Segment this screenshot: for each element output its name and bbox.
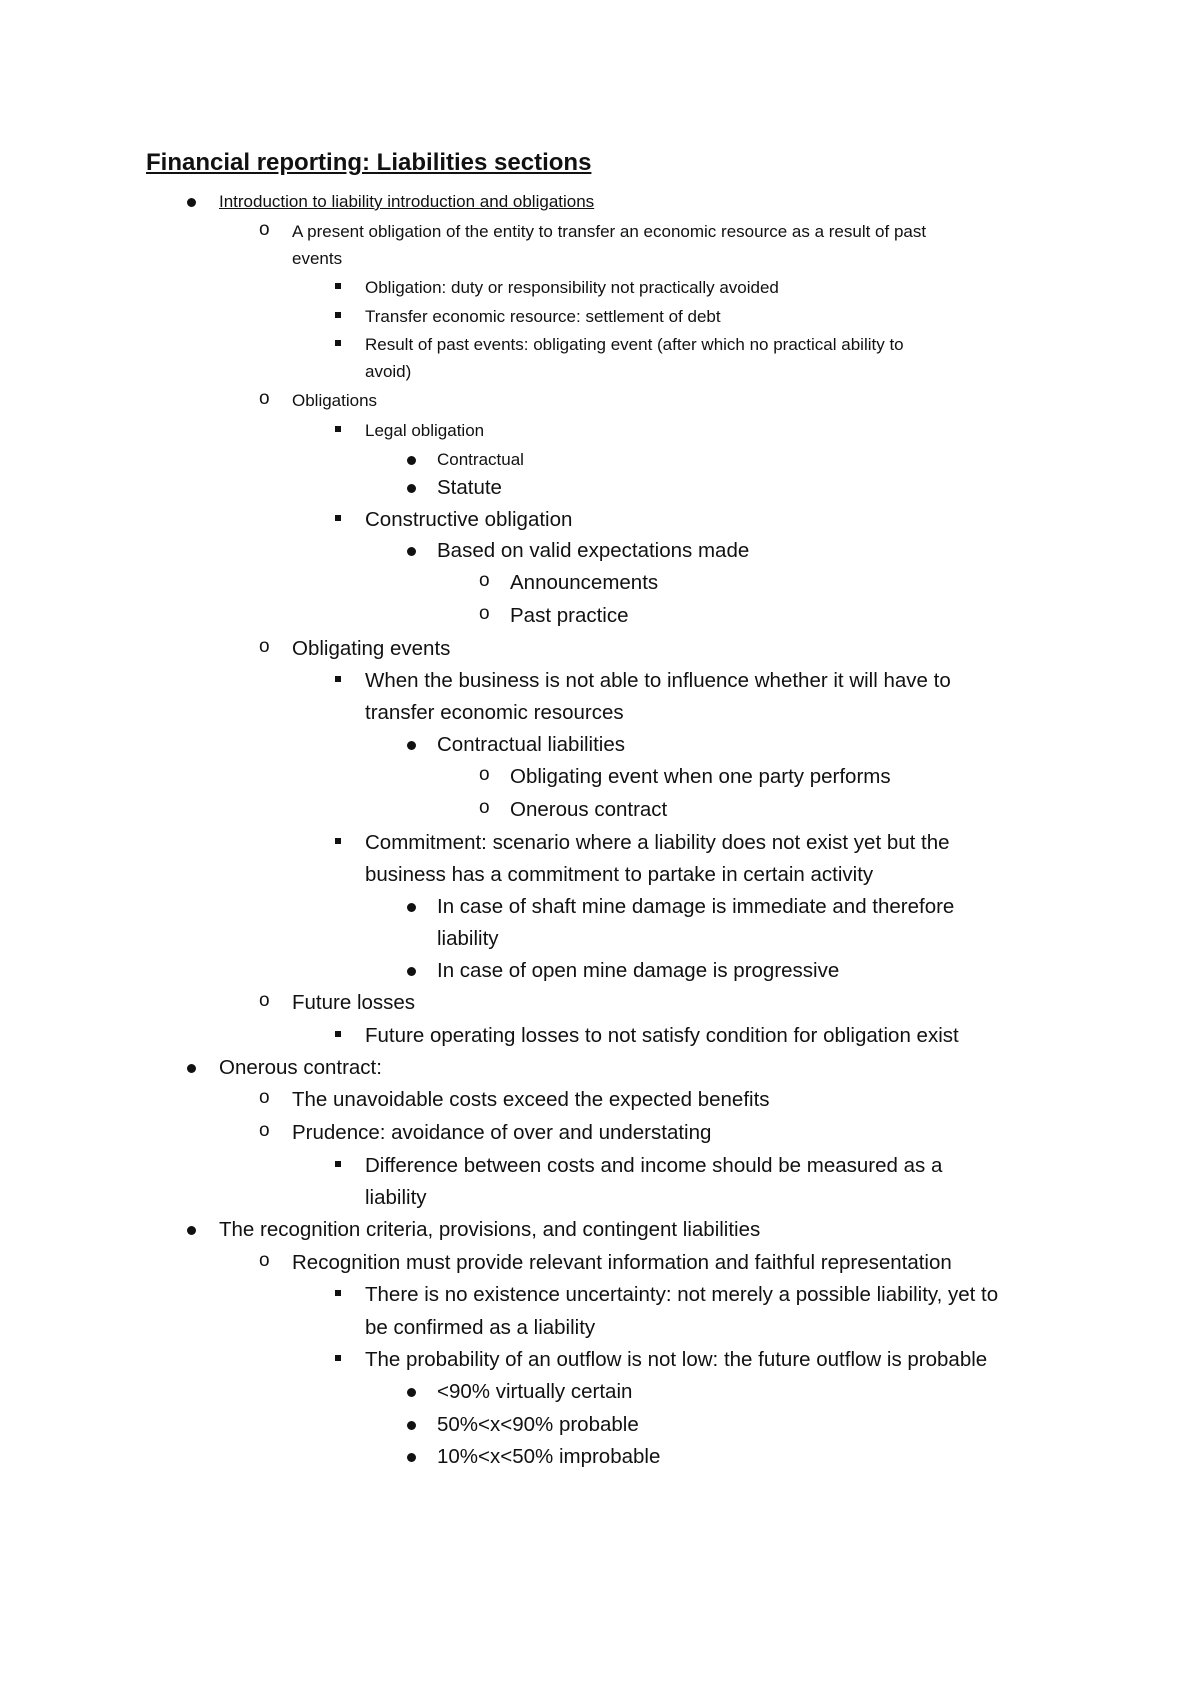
bullet-dot-icon [407,1388,416,1397]
bullet-dot-icon [407,456,416,465]
outline-item-i29: Recognition must provide relevant information and faithful representation [292,1251,952,1274]
bullet-square-icon [335,1031,341,1037]
bullet-dot-icon [407,903,416,912]
outline-item-i06: Obligations [292,391,378,410]
bullet-circle-icon: o [259,1120,270,1141]
bullet-dot-icon [407,484,416,493]
outline-item-i14: Obligating events [292,637,451,660]
outline-item-i09: Statute [437,476,502,499]
bullet-circle-icon: o [479,797,490,818]
bullet-square-icon [335,426,341,432]
outline-item-i27: Difference between costs and income should be measured as a [365,1154,943,1177]
bullet-dot-icon [407,1453,416,1462]
outline-item-i23: Future operating losses to not satisfy condition for obligation exist [365,1024,959,1047]
bullet-circle-icon: o [259,219,270,240]
outline-item-i30b: be confirmed as a liability [365,1316,596,1339]
outline-item-i22: Future losses [292,991,416,1014]
bullet-dot-icon [407,1421,416,1430]
outline-item-i05: Result of past events: obligating event (after which no practical ability to [365,335,904,354]
bullet-dot-icon [187,198,196,207]
outline-item-i04: Transfer economic resource: settlement of debt [365,307,721,326]
bullet-dot-icon [187,1226,196,1235]
outline-item-i19b: business has a commitment to partake in certain activity [365,863,874,886]
bullet-square-icon [335,515,341,521]
outline-item-i12: Announcements [510,571,659,594]
outline-item-i03: Obligation: duty or responsibility not practically avoided [365,278,779,297]
outline-item-i05b: avoid) [365,362,412,381]
bullet-circle-icon: o [259,388,270,409]
bullet-circle-icon: o [479,764,490,785]
bullet-circle-icon: o [259,1087,270,1108]
outline-item-i24: Onerous contract: [219,1056,382,1079]
outline-item-i02b: events [292,249,343,268]
bullet-square-icon [335,283,341,289]
bullet-square-icon [335,1355,341,1361]
outline-item-i27b: liability [365,1186,427,1209]
bullet-circle-icon: o [479,570,490,591]
bullet-dot-icon [407,741,416,750]
bullet-square-icon [335,676,341,682]
outline-item-i15b: transfer economic resources [365,701,624,724]
outline-item-i08: Contractual [437,450,524,469]
outline-item-i28: The recognition criteria, provisions, and contingent liabilities [219,1218,761,1241]
outline-item-i11: Based on valid expectations made [437,539,750,562]
bullet-circle-icon: o [259,990,270,1011]
bullet-circle-icon: o [479,603,490,624]
outline-item-i18: Onerous contract [510,798,668,821]
outline-item-i17: Obligating event when one party performs [510,765,891,788]
document-title: Financial reporting: Liabilities sections [146,149,592,176]
bullet-square-icon [335,838,341,844]
bullet-square-icon [335,340,341,346]
bullet-dot-icon [407,967,416,976]
outline-item-i21: In case of open mine damage is progressive [437,959,840,982]
bullet-circle-icon: o [259,636,270,657]
bullet-square-icon [335,1290,341,1296]
outline-item-i26: Prudence: avoidance of over and understating [292,1121,712,1144]
outline-item-i13: Past practice [510,604,629,627]
outline-item-i15: When the business is not able to influence whether it will have to [365,669,951,692]
bullet-circle-icon: o [259,1250,270,1271]
bullet-dot-icon [407,547,416,556]
outline-item-i01: Introduction to liability introduction and obligations [219,192,595,211]
bullet-square-icon [335,1161,341,1167]
outline-item-i16: Contractual liabilities [437,733,626,756]
outline-item-i20b: liability [437,927,499,950]
bullet-dot-icon [187,1064,196,1073]
outline-item-i10: Constructive obligation [365,508,573,531]
outline-item-i30: There is no existence uncertainty: not merely a possible liability, yet to [365,1283,999,1306]
outline-item-i34: 10%<x<50% improbable [437,1445,661,1468]
outline-item-i02: A present obligation of the entity to transfer an economic resource as a result of past [292,222,927,241]
outline-item-i25: The unavoidable costs exceed the expected benefits [292,1088,770,1111]
outline-item-i19: Commitment: scenario where a liability does not exist yet but the [365,831,950,854]
bullet-square-icon [335,312,341,318]
outline-item-i32: <90% virtually certain [437,1380,633,1403]
outline-item-i31: The probability of an outflow is not low: the future outflow is probable [365,1348,988,1371]
outline-item-i33: 50%<x<90% probable [437,1413,639,1436]
outline-item-i07: Legal obligation [365,421,485,440]
outline-item-i20: In case of shaft mine damage is immediate and therefore [437,895,955,918]
